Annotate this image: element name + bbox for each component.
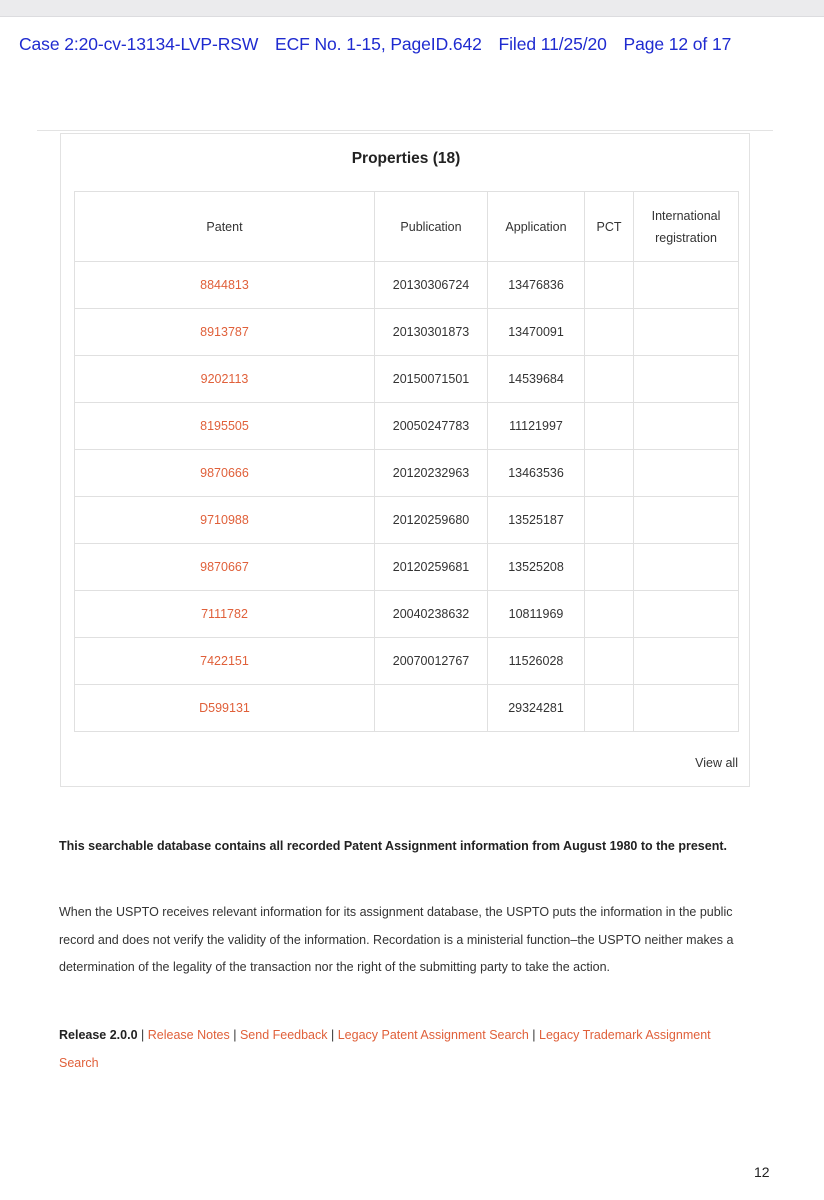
publication-number: 20040238632 bbox=[375, 591, 488, 638]
column-header-international-registration bbox=[634, 192, 739, 262]
patent-number-link[interactable]: 8195505 bbox=[200, 419, 249, 433]
table-header-row bbox=[75, 192, 739, 262]
properties-card bbox=[60, 133, 750, 787]
international-registration-cell bbox=[634, 450, 739, 497]
international-registration-cell bbox=[634, 403, 739, 450]
pct-cell bbox=[585, 450, 634, 497]
patent-cell bbox=[75, 403, 375, 450]
ecf-header bbox=[19, 34, 809, 55]
application-number: 14539684 bbox=[488, 356, 585, 403]
application-number: 13476836 bbox=[488, 262, 585, 309]
legacy-trademark-assignment-search-link[interactable]: Legacy Trademark Assignment Search bbox=[59, 1028, 711, 1070]
column-header-international-line2: registration bbox=[655, 230, 717, 245]
ecf-number: ECF No. 1-15, PageID.642 bbox=[275, 34, 482, 54]
patent-cell bbox=[75, 591, 375, 638]
patent-cell bbox=[75, 544, 375, 591]
patent-number-link[interactable]: 9870666 bbox=[200, 466, 249, 480]
pct-cell bbox=[585, 591, 634, 638]
legacy-patent-assignment-search-link[interactable]: Legacy Patent Assignment Search bbox=[337, 1028, 529, 1042]
patent-cell bbox=[75, 497, 375, 544]
table-row bbox=[75, 544, 739, 591]
patent-number-link[interactable]: D599131 bbox=[199, 701, 250, 715]
pct-cell bbox=[585, 638, 634, 685]
table-row bbox=[75, 638, 739, 685]
properties-table-body bbox=[75, 262, 739, 732]
pct-cell bbox=[585, 685, 634, 732]
properties-table bbox=[74, 191, 739, 732]
application-number: 11526028 bbox=[488, 638, 585, 685]
pct-cell bbox=[585, 497, 634, 544]
application-number: 13525187 bbox=[488, 497, 585, 544]
table-row bbox=[75, 497, 739, 544]
patent-cell bbox=[75, 638, 375, 685]
pct-cell bbox=[585, 403, 634, 450]
publication-number: 20070012767 bbox=[375, 638, 488, 685]
ecf-page: Page 12 of 17 bbox=[623, 34, 732, 54]
pct-cell bbox=[585, 309, 634, 356]
release-notes-link[interactable]: Release Notes bbox=[147, 1028, 230, 1042]
patent-cell bbox=[75, 450, 375, 497]
patent-number-link[interactable]: 7422151 bbox=[200, 654, 249, 668]
publication-number bbox=[375, 685, 488, 732]
database-description-bold: This searchable database contains all recorded Patent Assignment information from August 1980 to the present. bbox=[59, 839, 727, 853]
properties-title: Properties (18) bbox=[351, 150, 461, 167]
database-disclaimer: When the USPTO receives relevant information for its assignment database, the USPTO puts the information in the public record and does not verify the validity of the information. Recordation is a ministerial function–the USPTO neither makes a determination of the legality of the transaction nor the right of the submitting party to take the action. bbox=[59, 905, 734, 974]
table-row bbox=[75, 309, 739, 356]
footer-release-line: Release 2.0.0 | Release Notes | Send Feedback | Legacy Patent Assignment Search | Legacy Trademark Assignment Search bbox=[59, 1028, 711, 1070]
international-registration-cell bbox=[634, 356, 739, 403]
international-registration-cell bbox=[634, 638, 739, 685]
table-row bbox=[75, 262, 739, 309]
application-number: 29324281 bbox=[488, 685, 585, 732]
application-number: 13470091 bbox=[488, 309, 585, 356]
ecf-filed-date: Filed 11/25/20 bbox=[498, 34, 607, 54]
application-number: 13463536 bbox=[488, 450, 585, 497]
table-row bbox=[75, 591, 739, 638]
application-number: 10811969 bbox=[488, 591, 585, 638]
patent-number-link[interactable]: 9710988 bbox=[200, 513, 249, 527]
column-header-application: Application bbox=[488, 192, 585, 262]
top-strip bbox=[0, 0, 824, 17]
patent-cell bbox=[75, 262, 375, 309]
international-registration-cell bbox=[634, 544, 739, 591]
publication-number: 20120259681 bbox=[375, 544, 488, 591]
publication-number: 20150071501 bbox=[375, 356, 488, 403]
column-header-publication: Publication bbox=[375, 192, 488, 262]
application-number: 13525208 bbox=[488, 544, 585, 591]
patent-cell bbox=[75, 685, 375, 732]
patent-number-link[interactable]: 9870667 bbox=[200, 560, 249, 574]
view-all-link[interactable]: View all bbox=[695, 756, 738, 770]
patent-cell bbox=[75, 356, 375, 403]
international-registration-cell bbox=[634, 591, 739, 638]
international-registration-cell bbox=[634, 685, 739, 732]
patent-number-link[interactable]: 7111782 bbox=[201, 607, 248, 621]
international-registration-cell bbox=[634, 309, 739, 356]
ecf-case-number: Case 2:20-cv-13134-LVP-RSW bbox=[19, 34, 259, 54]
publication-number: 20050247783 bbox=[375, 403, 488, 450]
pct-cell bbox=[585, 356, 634, 403]
publication-number: 20130301873 bbox=[375, 309, 488, 356]
application-number: 11121997 bbox=[488, 403, 585, 450]
column-header-international-line1: International bbox=[651, 208, 721, 223]
table-row bbox=[75, 403, 739, 450]
patent-number-link[interactable]: 9202113 bbox=[200, 372, 249, 386]
column-header-patent: Patent bbox=[75, 192, 375, 262]
international-registration-cell bbox=[634, 262, 739, 309]
pct-cell bbox=[585, 544, 634, 591]
patent-cell bbox=[75, 309, 375, 356]
table-row bbox=[75, 685, 739, 732]
pct-cell bbox=[585, 262, 634, 309]
publication-number: 20120259680 bbox=[375, 497, 488, 544]
release-version: Release 2.0.0 bbox=[59, 1028, 138, 1042]
page-number: 12 bbox=[754, 1164, 770, 1180]
send-feedback-link[interactable]: Send Feedback bbox=[239, 1028, 328, 1042]
table-row bbox=[75, 356, 739, 403]
table-row bbox=[75, 450, 739, 497]
patent-number-link[interactable]: 8844813 bbox=[200, 278, 249, 292]
column-header-pct: PCT bbox=[585, 192, 634, 262]
international-registration-cell bbox=[634, 497, 739, 544]
publication-number: 20120232963 bbox=[375, 450, 488, 497]
publication-number: 20130306724 bbox=[375, 262, 488, 309]
patent-number-link[interactable]: 8913787 bbox=[200, 325, 249, 339]
divider bbox=[37, 130, 773, 131]
